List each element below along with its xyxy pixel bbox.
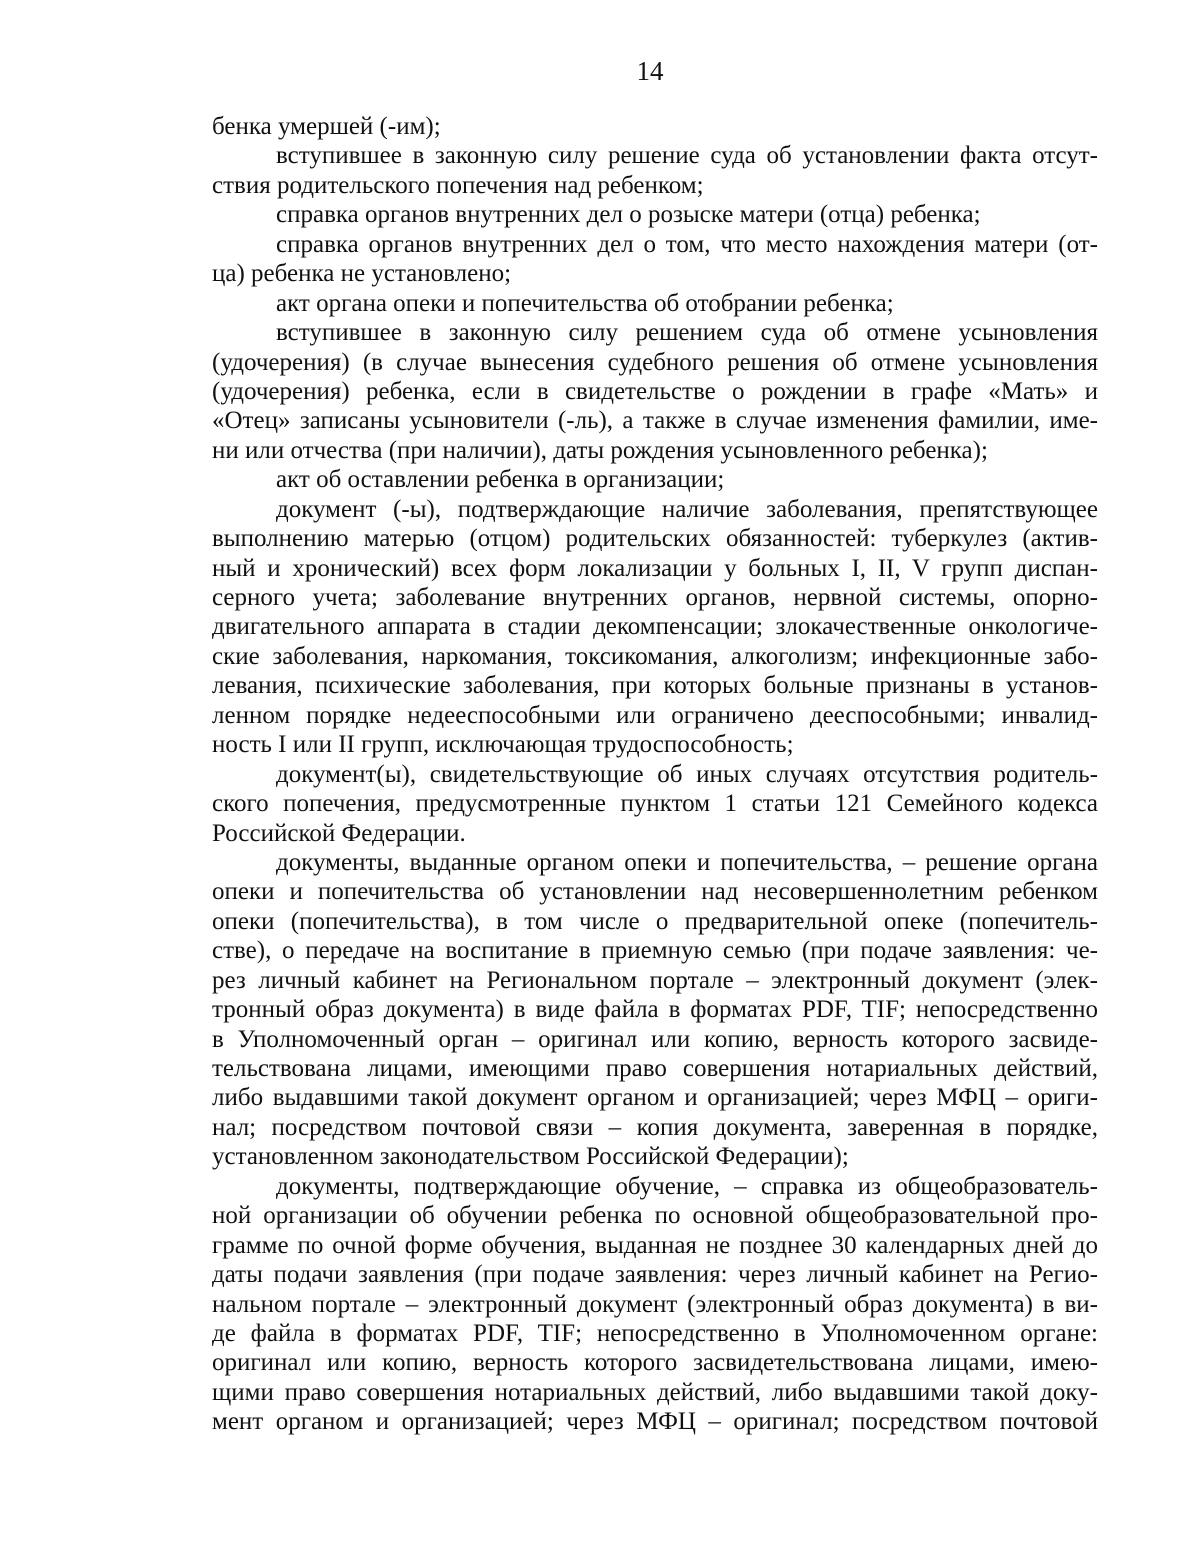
text-line: ского попечения, предусмотренные пунктом 1 статьи 121 Семейного кодекса bbox=[212, 790, 1098, 818]
text-line: нал; посредством почтовой связи – копия документа, заверенная в порядке, bbox=[212, 1113, 1098, 1141]
text-line: бенка умершей (-им); bbox=[212, 113, 441, 140]
text-line: «Отец» записаны усыновители (-ль), а также в случае изменения фамилии, име- bbox=[212, 407, 1098, 435]
text-line: двигательного аппарата в стадии декомпенсации; злокачественные онкологиче- bbox=[212, 613, 1098, 641]
text-line: левания, психические заболевания, при которых больные признаны в установ- bbox=[212, 672, 1098, 700]
text-line: (удочерения) ребенка, если в свидетельстве о рождении в графе «Мать» и bbox=[212, 377, 1098, 405]
text-line: в Уполномоченный орган – оригинал или копию, верность которого засвиде- bbox=[212, 1025, 1098, 1053]
text-line: рез личный кабинет на Региональном портале – электронный документ (элек- bbox=[212, 966, 1098, 994]
text-line: стве), о передаче на воспитание в приемную семью (при подаче заявления: че- bbox=[212, 937, 1098, 965]
text-line: Российской Федерации. bbox=[212, 819, 466, 847]
text-line: даты подачи заявления (при подаче заявления: через личный кабинет на Регио- bbox=[212, 1261, 1098, 1289]
text-line: установленном законодательством Российской Федерации); bbox=[212, 1143, 849, 1171]
page-number: 14 bbox=[636, 56, 664, 86]
text-line: тронный образ документа) в виде файла в форматах PDF, TIF; непосредственно bbox=[212, 996, 1098, 1024]
text-line: ность I или II групп, исключающая трудоспособность; bbox=[212, 731, 794, 759]
text-line: (удочерения) (в случае вынесения судебного решения об отмене усыновления bbox=[212, 348, 1098, 376]
text-line: нальном портале – электронный документ (электронный образ документа) в ви- bbox=[212, 1290, 1098, 1318]
text-line: ленном порядке недееспособными или ограничено дееспособными; инвалид- bbox=[212, 701, 1098, 729]
text-line: выполнению матерью (отцом) родительских обязанностей: туберкулез (актив- bbox=[212, 525, 1098, 553]
text-line: грамме по очной форме обучения, выданная не позднее 30 календарных дней до bbox=[212, 1231, 1098, 1259]
text-line: серного учета; заболевание внутренних органов, нервной системы, опорно- bbox=[212, 584, 1098, 611]
body-text bbox=[212, 112, 1098, 1437]
text-line: либо выдавшими такой документ органом и организацией; через МФЦ – ориги- bbox=[212, 1084, 1098, 1112]
text-line: ца) ребенка не установлено; bbox=[212, 260, 512, 288]
text-line: акт об оставлении ребенка в организации; bbox=[276, 466, 725, 494]
text-line: документ(ы), свидетельствующие об иных случаях отсутствия родитель- bbox=[276, 760, 1098, 788]
text-line: щими право совершения нотариальных действий, либо выдавшими такой доку- bbox=[212, 1378, 1098, 1406]
text-line: оригинал или копию, верность которого засвидетельствована лицами, имею- bbox=[212, 1349, 1098, 1377]
text-line: вступившее в законную силу решением суда об отмене усыновления bbox=[276, 319, 1098, 347]
text-line: документы, выданные органом опеки и попечительства, – решение органа bbox=[276, 848, 1098, 876]
text-line: ствия родительского попечения над ребенком; bbox=[212, 171, 704, 199]
text-line: ские заболевания, наркомания, токсикомания, алкоголизм; инфекционные забо- bbox=[212, 642, 1098, 670]
text-line: ный и хронический) всех форм локализации у больных I, II, V групп диспан- bbox=[212, 554, 1098, 582]
text-line: опеки и попечительства об установлении над несовершеннолетним ребенком bbox=[212, 878, 1098, 906]
text-line: де файла в форматах PDF, TIF; непосредственно в Уполномоченном органе: bbox=[212, 1319, 1098, 1347]
text-line: справка органов внутренних дел о розыске матери (отца) ребенка; bbox=[276, 201, 981, 229]
text-line: тельствована лицами, имеющими право совершения нотариальных действий, bbox=[212, 1055, 1098, 1082]
text-line: опеки (попечительства), в том числе о предварительной опеке (попечитель- bbox=[212, 907, 1098, 935]
text-line: ни или отчества (при наличии), даты рождения усыновленного ребенка); bbox=[212, 436, 988, 464]
text-line: документ (-ы), подтверждающие наличие заболевания, препятствующее bbox=[276, 495, 1098, 523]
text-line: документы, подтверждающие обучение, – справка из общеобразователь- bbox=[276, 1172, 1098, 1200]
text-line: ной организации об обучении ребенка по основной общеобразовательной про- bbox=[212, 1202, 1098, 1230]
text-line: вступившее в законную силу решение суда об установлении факта отсут- bbox=[276, 142, 1098, 170]
text-line: акт органа опеки и попечительства об отобрании ребенка; bbox=[276, 289, 894, 317]
text-line: мент органом и организацией; через МФЦ – оригинал; посредством почтовой bbox=[212, 1408, 1098, 1436]
text-line: справка органов внутренних дел о том, что место нахождения матери (от- bbox=[276, 230, 1098, 258]
